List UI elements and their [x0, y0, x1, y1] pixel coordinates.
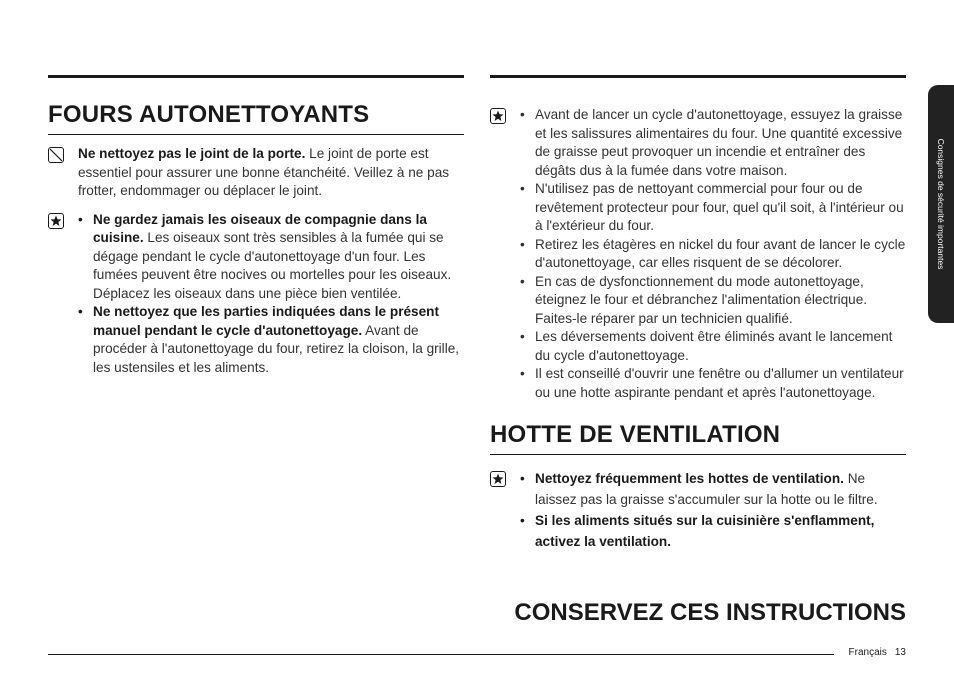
- list-item: • En cas de dysfonctionnement du mode autonettoyage, éteignez le four et débranchez l'alimentation électrique. Faites-le réparer par un technicien qualifié.: [520, 273, 906, 329]
- star-icon: [490, 108, 506, 124]
- list-item: • Ne gardez jamais les oiseaux de compagnie dans la cuisine. Les oiseaux sont très sensibles à la fumée qui se dégage pendant le cycle d'autonettoyage d'un four. Les fumées peuvent être nocives ou mortelles pour les oiseaux. Déplacez les oiseaux dans une pièce bien ventilée.: [78, 211, 464, 304]
- list-item: • Si les aliments situés sur la cuisinière s'enflamment, activez la ventilation.: [520, 511, 906, 552]
- list-item: • Retirez les étagères en nickel du four avant de lancer le cycle d'autonettoyage, car elles risquent de se décolorer.: [520, 236, 906, 273]
- no-icon: [48, 147, 64, 163]
- right-column: [490, 75, 906, 552]
- hotte-list: [520, 469, 906, 552]
- list-item: • Les déversements doivent être éliminés avant le lancement du cycle d'autonettoyage.: [520, 328, 906, 365]
- left-column: [48, 75, 464, 377]
- list-item: • Il est conseillé d'ouvrir une fenêtre ou d'allumer un ventilateur ou une hotte aspirante pendant et après l'autonettoyage.: [520, 365, 906, 402]
- star-icon: [48, 213, 64, 229]
- section-title-fours: FOURS AUTONETTOYANTS: [48, 100, 464, 135]
- footer-rule: [48, 654, 834, 655]
- left-top-rule: [48, 75, 464, 78]
- conservez-heading: CONSERVEZ CES INSTRUCTIONS: [514, 599, 906, 626]
- hotte-warning-block: [490, 469, 906, 552]
- selfclean-warning-block: [490, 106, 906, 402]
- list-item: • Nettoyez fréquemment les hottes de ventilation. Ne laissez pas la graisse s'accumuler sur la hotte ou le filtre.: [520, 469, 906, 510]
- list-item: • Avant de lancer un cycle d'autonettoyage, essuyez la graisse et les salissures alimentaires du four. Une quantité excessive de graisse peut provoquer un incendie et entraîner des dégâts dus à la fumée dans votre maison.: [520, 106, 906, 180]
- birds-list: [78, 211, 464, 378]
- footer-language: Français: [848, 647, 887, 658]
- list-item: • N'utilisez pas de nettoyant commercial pour four ou de revêtement protecteur pour four, quel qu'il soit, à l'intérieur ou à l'extérieur du four.: [520, 180, 906, 236]
- side-tab: [928, 85, 954, 323]
- side-tab-label: Consignes de sécurité importantes: [936, 138, 946, 270]
- list-item: • Ne nettoyez que les parties indiquées dans le présent manuel pendant le cycle d'autonettoyage. Avant de procéder à l'autonettoyage du four, retirez la cloison, la grille, les ustensiles et les aliments.: [78, 303, 464, 377]
- door-caution-block: [48, 145, 464, 201]
- star-icon: [490, 471, 506, 487]
- section-title-hotte: HOTTE DE VENTILATION: [490, 420, 906, 455]
- right-top-rule: [490, 75, 906, 78]
- birds-warning-block: [48, 211, 464, 378]
- page-number: 13: [894, 647, 906, 658]
- selfclean-list: [520, 106, 906, 402]
- door-caution-text: Ne nettoyez pas le joint de la porte. Le joint de porte est essentiel pour assurer une bonne étanchéité. Veillez à ne pas frotter, endommager ou déplacer le joint.: [78, 146, 450, 198]
- page-footer: [841, 646, 906, 660]
